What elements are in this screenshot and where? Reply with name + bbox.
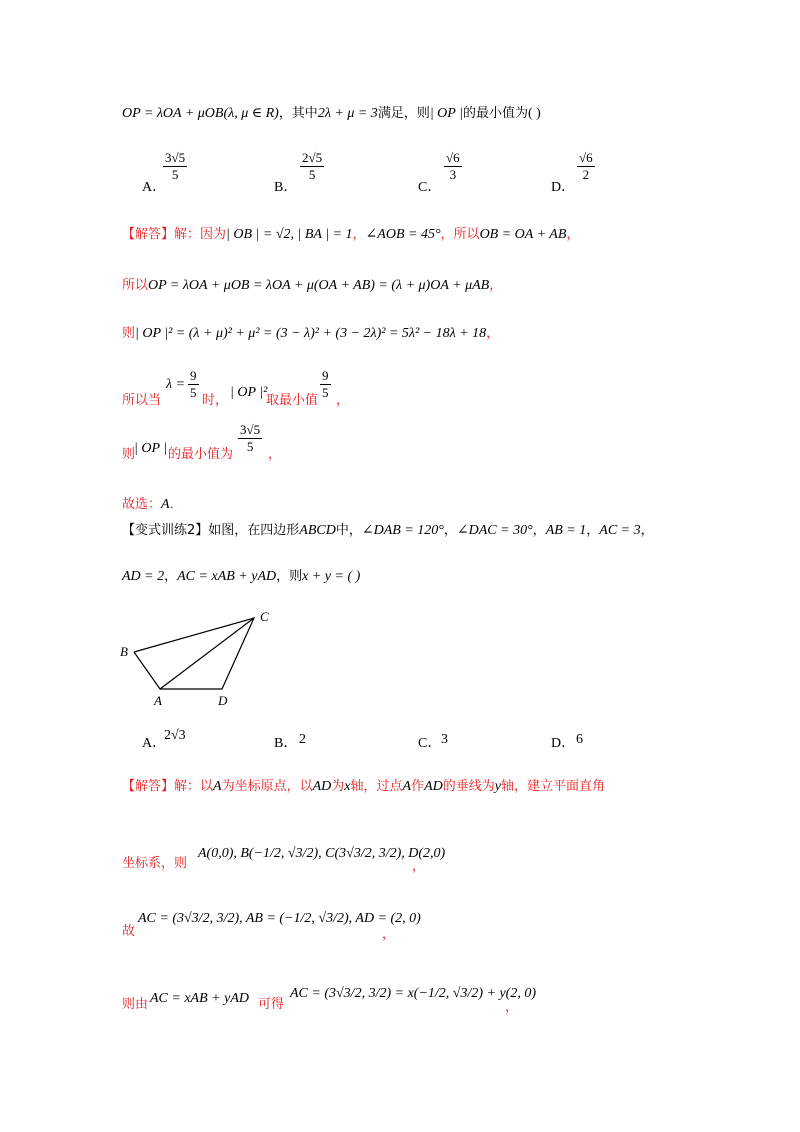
sol2-text: 轴，建立平面直角 xyxy=(501,779,606,794)
q2-text: ，则 xyxy=(276,569,303,584)
q2-option-b-letter: B． xyxy=(274,736,298,751)
q2-text: 如图，在四边形 xyxy=(208,523,300,538)
q2-option-d-letter: D． xyxy=(551,736,576,751)
sol1-math: | OB | = √2, | BA | = 1 xyxy=(226,227,353,242)
q1-option-c-fraction: $\frac{√6}{3}$ xyxy=(446,150,460,182)
sol1-text: ， xyxy=(486,326,500,341)
sol1-text: ， xyxy=(336,393,350,408)
figure-label-d: D xyxy=(218,693,228,708)
sol2-line-1 xyxy=(122,778,605,796)
sol2-text: 则由 xyxy=(122,997,149,1012)
sol2-text: 作 xyxy=(411,779,425,794)
sol2-math: A xyxy=(213,779,222,794)
sol1-math: OP = λOA + μOB = λOA + μ(OA + AB) = (λ + μ)OA + μAB xyxy=(148,278,490,293)
q1-text: ，其中 xyxy=(278,106,318,121)
sol2-math: AD xyxy=(312,779,332,794)
q2-text: ， xyxy=(164,569,178,584)
sol1-text: ， xyxy=(566,227,580,242)
q1-option-a-letter: A． xyxy=(142,180,167,195)
sol1-text: 所以当 xyxy=(122,393,162,408)
sol2-math: A xyxy=(402,779,412,794)
sol2-math: AD xyxy=(424,779,443,794)
sol2-math: y xyxy=(494,779,502,794)
sol2-text: 解：以 xyxy=(174,779,214,794)
sol1-text: 取最小值 xyxy=(266,393,319,408)
sol2-vectors: AC = (3√3/2, 3/2), AB = (−1/2, √3/2), AD = (2, 0) xyxy=(138,911,421,926)
q2-text: 中， xyxy=(335,523,362,538)
q2-text: ， xyxy=(586,523,600,538)
sol1-math: OB = OA + AB xyxy=(479,227,567,242)
sol2-text: ， xyxy=(382,927,396,942)
sol1-line-6 xyxy=(122,496,183,514)
q2-math: x + y = ( ) xyxy=(302,569,361,584)
sol1-math: ∠AOB = 45° xyxy=(365,227,441,242)
sol2-text: 轴，过点 xyxy=(350,779,403,794)
answer-tag: 【解答】 xyxy=(122,227,175,242)
sol2-text: 的垂线为 xyxy=(442,779,495,794)
sol1-math: | OP |² xyxy=(230,385,268,400)
q2-option-d-value: 6 xyxy=(576,732,583,747)
sol1-text: 则 xyxy=(122,447,136,462)
sol1-lambda: λ = xyxy=(166,377,186,392)
sol1-text: ，所以 xyxy=(440,227,480,242)
sol2-equation: AC = (3√3/2, 3/2) = x(−1/2, √3/2) + y(2, 0) xyxy=(290,986,537,1001)
q2-math: AB = 1 xyxy=(545,523,587,538)
q2-text: ， xyxy=(443,523,457,538)
sol1-choice: A xyxy=(161,497,170,512)
sol1-math: | OP | xyxy=(134,441,168,456)
sol2-text: 为 xyxy=(331,779,345,794)
q1-vector-expression: OP = λOA + μOB(λ, μ ∈ R) xyxy=(122,106,279,121)
sol1-math: | OP |² = (λ + μ)² + μ² = (3 − λ)² + (3 − 2λ)² = 5λ² − 18λ + 18 xyxy=(135,326,487,341)
sol2-math: x xyxy=(344,779,351,794)
sol2-text: 坐标系，则 xyxy=(122,856,188,871)
q2-line-2 xyxy=(122,568,360,586)
q2-option-c-letter: C． xyxy=(418,736,442,751)
sol2-text: 故 xyxy=(122,924,136,939)
q1-text: 满足，则 xyxy=(377,106,430,121)
sol1-text: 时， xyxy=(202,393,229,408)
q1-option-b-letter: B． xyxy=(274,180,298,195)
sol1-line-2 xyxy=(122,277,502,295)
sol1-fraction-9-5: $\frac{9}{5}$ xyxy=(190,368,197,400)
sol2-text: 可得 xyxy=(258,997,285,1012)
sol2-coordinates: A(0,0), B(−1/2, √3/2), C(3√3/2, 3/2), D(2,0) xyxy=(198,846,446,861)
figure-label-b: B xyxy=(120,644,128,659)
q2-line-1 xyxy=(122,522,654,540)
q2-option-a-value: 2√3 xyxy=(164,728,186,743)
sol1-line-1 xyxy=(122,226,579,244)
figure-label-a: A xyxy=(154,693,162,708)
q2-math: AC = xAB + yAD xyxy=(177,569,277,584)
q2-math: ∠DAC = 30° xyxy=(456,523,533,538)
sol2-text: ， xyxy=(505,1000,519,1015)
sol1-text: ， xyxy=(489,278,503,293)
q2-math: AD = 2 xyxy=(122,569,165,584)
q2-math: ABCD xyxy=(299,523,336,538)
q1-abs-op: | OP | xyxy=(429,106,463,121)
q1-option-c-letter: C． xyxy=(418,180,442,195)
quadrilateral-figure xyxy=(110,600,290,710)
figure-edges xyxy=(134,618,254,689)
q1-option-d-letter: D． xyxy=(551,180,576,195)
sol1-fraction-9-5-min: $\frac{9}{5}$ xyxy=(322,368,329,400)
q2-math: ∠DAB = 120° xyxy=(361,523,444,538)
sol2-text: ， xyxy=(412,859,426,874)
figure-label-c: C xyxy=(260,609,269,624)
sol1-text: 的最小值为 xyxy=(168,447,234,462)
sol1-text: ． xyxy=(169,497,183,512)
q1-text: 的最小值为 xyxy=(462,106,528,121)
q2-tag: 【变式训练2】 xyxy=(122,523,209,538)
q1-stem-line xyxy=(122,104,541,123)
sol2-text: 为坐标原点，以 xyxy=(221,779,313,794)
q2-text: ， xyxy=(640,523,654,538)
q1-condition: 2λ + μ = 3 xyxy=(317,106,378,121)
sol1-line-3 xyxy=(122,325,499,343)
sol1-text: 解：因为 xyxy=(174,227,227,242)
sol1-text: 故选： xyxy=(122,497,162,512)
sol1-fraction-min-value: $\frac{3√5}{5}$ xyxy=(240,422,261,454)
answer-tag: 【解答】 xyxy=(122,779,175,794)
q2-math: AC = 3 xyxy=(599,523,641,538)
sol2-math: AC = xAB + yAD xyxy=(150,991,249,1006)
q2-option-b-value: 2 xyxy=(299,732,306,747)
q1-option-a-fraction: $\frac{3√5}{5}$ xyxy=(165,150,186,182)
sol1-text: ， xyxy=(352,227,366,242)
sol1-text: 所以 xyxy=(122,278,149,293)
figure-diagonal-ac xyxy=(160,618,254,689)
q1-option-d-fraction: $\frac{√6}{2}$ xyxy=(579,150,593,182)
q1-answer-paren: ( ) xyxy=(527,106,541,121)
q2-option-c-value: 3 xyxy=(441,732,448,747)
q2-text: ， xyxy=(532,523,546,538)
sol1-text: ， xyxy=(268,447,282,462)
q2-option-a-letter: A． xyxy=(142,736,167,751)
q1-option-b-fraction: $\frac{2√5}{5}$ xyxy=(302,150,323,182)
sol1-text: 则 xyxy=(122,326,136,341)
